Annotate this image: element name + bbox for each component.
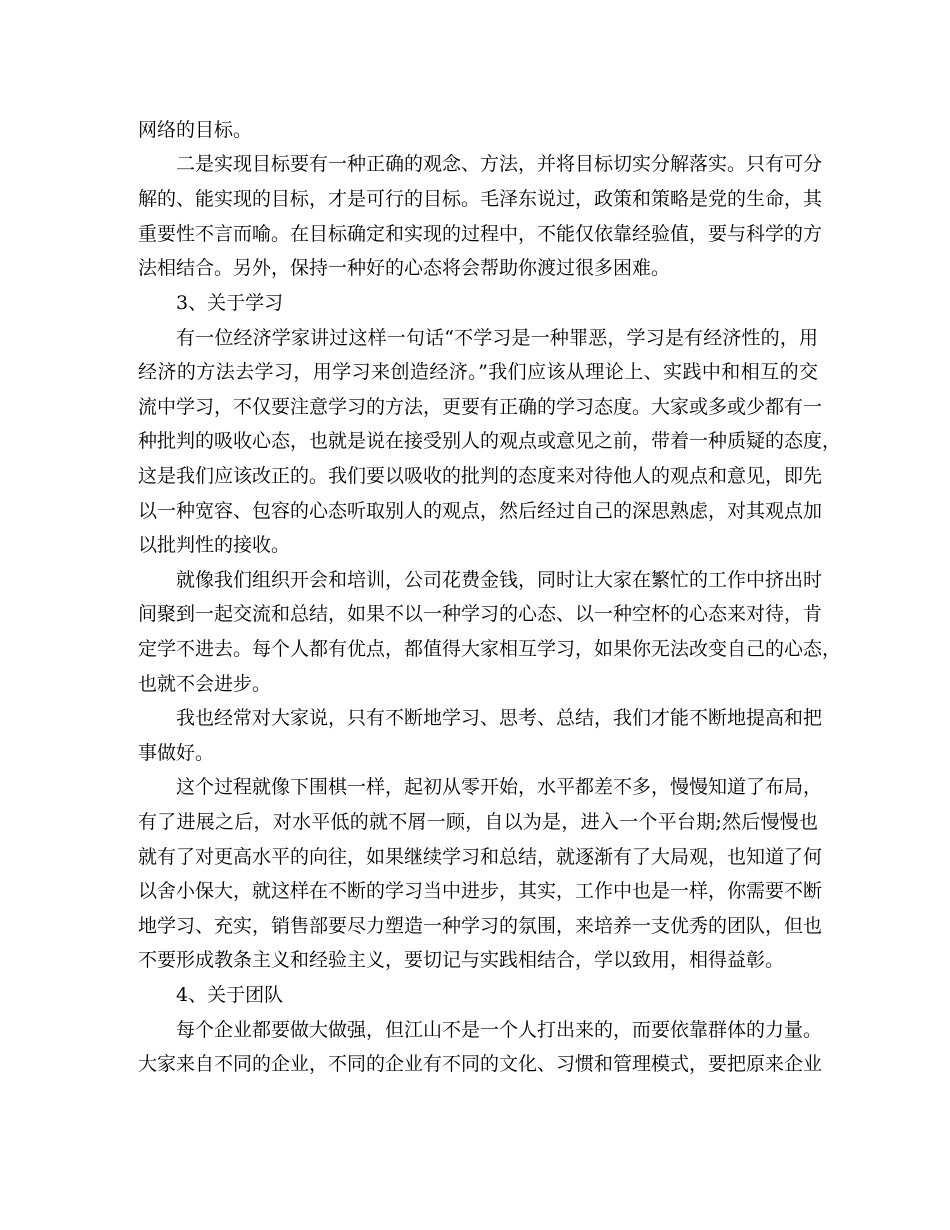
text-line: 以舍小保大，就这样在不断的学习当中进步，其实，工作中也是一样，你需要不断 bbox=[138, 880, 823, 902]
text-line: 地学习、充实，销售部要尽力塑造一种学习的氛围，来培养一支优秀的团队，但也 bbox=[138, 915, 823, 937]
text-line: 每个企业都要做大做强，但江山不是一个人打出来的，而要依靠群体的力量。 bbox=[176, 1019, 823, 1041]
text-line: 种批判的吸收心态，也就是说在接受别人的观点或意见之前，带着一种质疑的态度， bbox=[138, 430, 842, 452]
text-line: 重要性不言而喻。在目标确定和实现的过程中，不能仅依靠经验值，要与科学的方 bbox=[138, 223, 823, 245]
text-line: 以批判性的接收。 bbox=[138, 534, 291, 556]
text-line: 经济的方法去学习，用学习来创造经济。”我们应该从理论上、实践中和相互的交 bbox=[138, 361, 818, 383]
text-line: 也就不会进步。 bbox=[138, 673, 272, 695]
text-line: 间聚到一起交流和总结，如果不以一种学习的心态、以一种空杯的心态来对待，肯 bbox=[138, 603, 823, 625]
text-line: 这个过程就像下围棋一样，起初从零开始，水平都差不多，慢慢知道了布局， bbox=[176, 776, 823, 798]
text-line: 不要形成教条主义和经验主义，要切记与实践相结合，学以致用，相得益彰。 bbox=[138, 949, 785, 971]
text-line: 我也经常对大家说，只有不断地学习、思考、总结，我们才能不断地提高和把 bbox=[176, 707, 823, 729]
text-line: 事做好。 bbox=[138, 742, 215, 764]
text-line: 这是我们应该改正的。我们要以吸收的批判的态度来对待他人的观点和意见，即先 bbox=[138, 465, 823, 487]
text-line: 就像我们组织开会和培训，公司花费金钱，同时让大家在繁忙的工作中挤出时 bbox=[176, 569, 823, 591]
text-line: 就有了对更高水平的向往，如果继续学习和总结，就逐渐有了大局观，也知道了何 bbox=[138, 846, 823, 868]
text-line: 以一种宽容、包容的心态听取别人的观点，然后经过自己的深思熟虑，对其观点加 bbox=[138, 500, 823, 522]
text-line: 解的、能实现的目标，才是可行的目标。毛泽东说过，政策和策略是党的生命，其 bbox=[138, 188, 823, 210]
text-line: 网络的目标。 bbox=[138, 119, 253, 141]
section-heading: 3、关于学习 bbox=[176, 292, 284, 314]
text-line: 二是实现目标要有一种正确的观念、方法，并将目标切实分解落实。只有可分 bbox=[176, 153, 823, 175]
text-line: 大家来自不同的企业，不同的企业有不同的文化、习惯和管理模式，要把原来企业 bbox=[138, 1053, 823, 1075]
text-line: 有一位经济学家讲过这样一句话“不学习是一种罪恶，学习是有经济性的，用 bbox=[176, 327, 818, 349]
text-line: 流中学习，不仅要注意学习的方法，更要有正确的学习态度。大家或多或少都有一 bbox=[138, 396, 823, 418]
text-line: 有了进展之后，对水平低的就不屑一顾，自以为是，进入一个平台期;然后慢慢也 bbox=[138, 811, 818, 833]
text-line: 定学不进去。每个人都有优点，都值得大家相互学习，如果你无法改变自己的心态， bbox=[138, 638, 842, 660]
section-heading: 4、关于团队 bbox=[176, 984, 284, 1006]
text-line: 法相结合。另外，保持一种好的心态将会帮助你渡过很多困难。 bbox=[138, 257, 671, 279]
